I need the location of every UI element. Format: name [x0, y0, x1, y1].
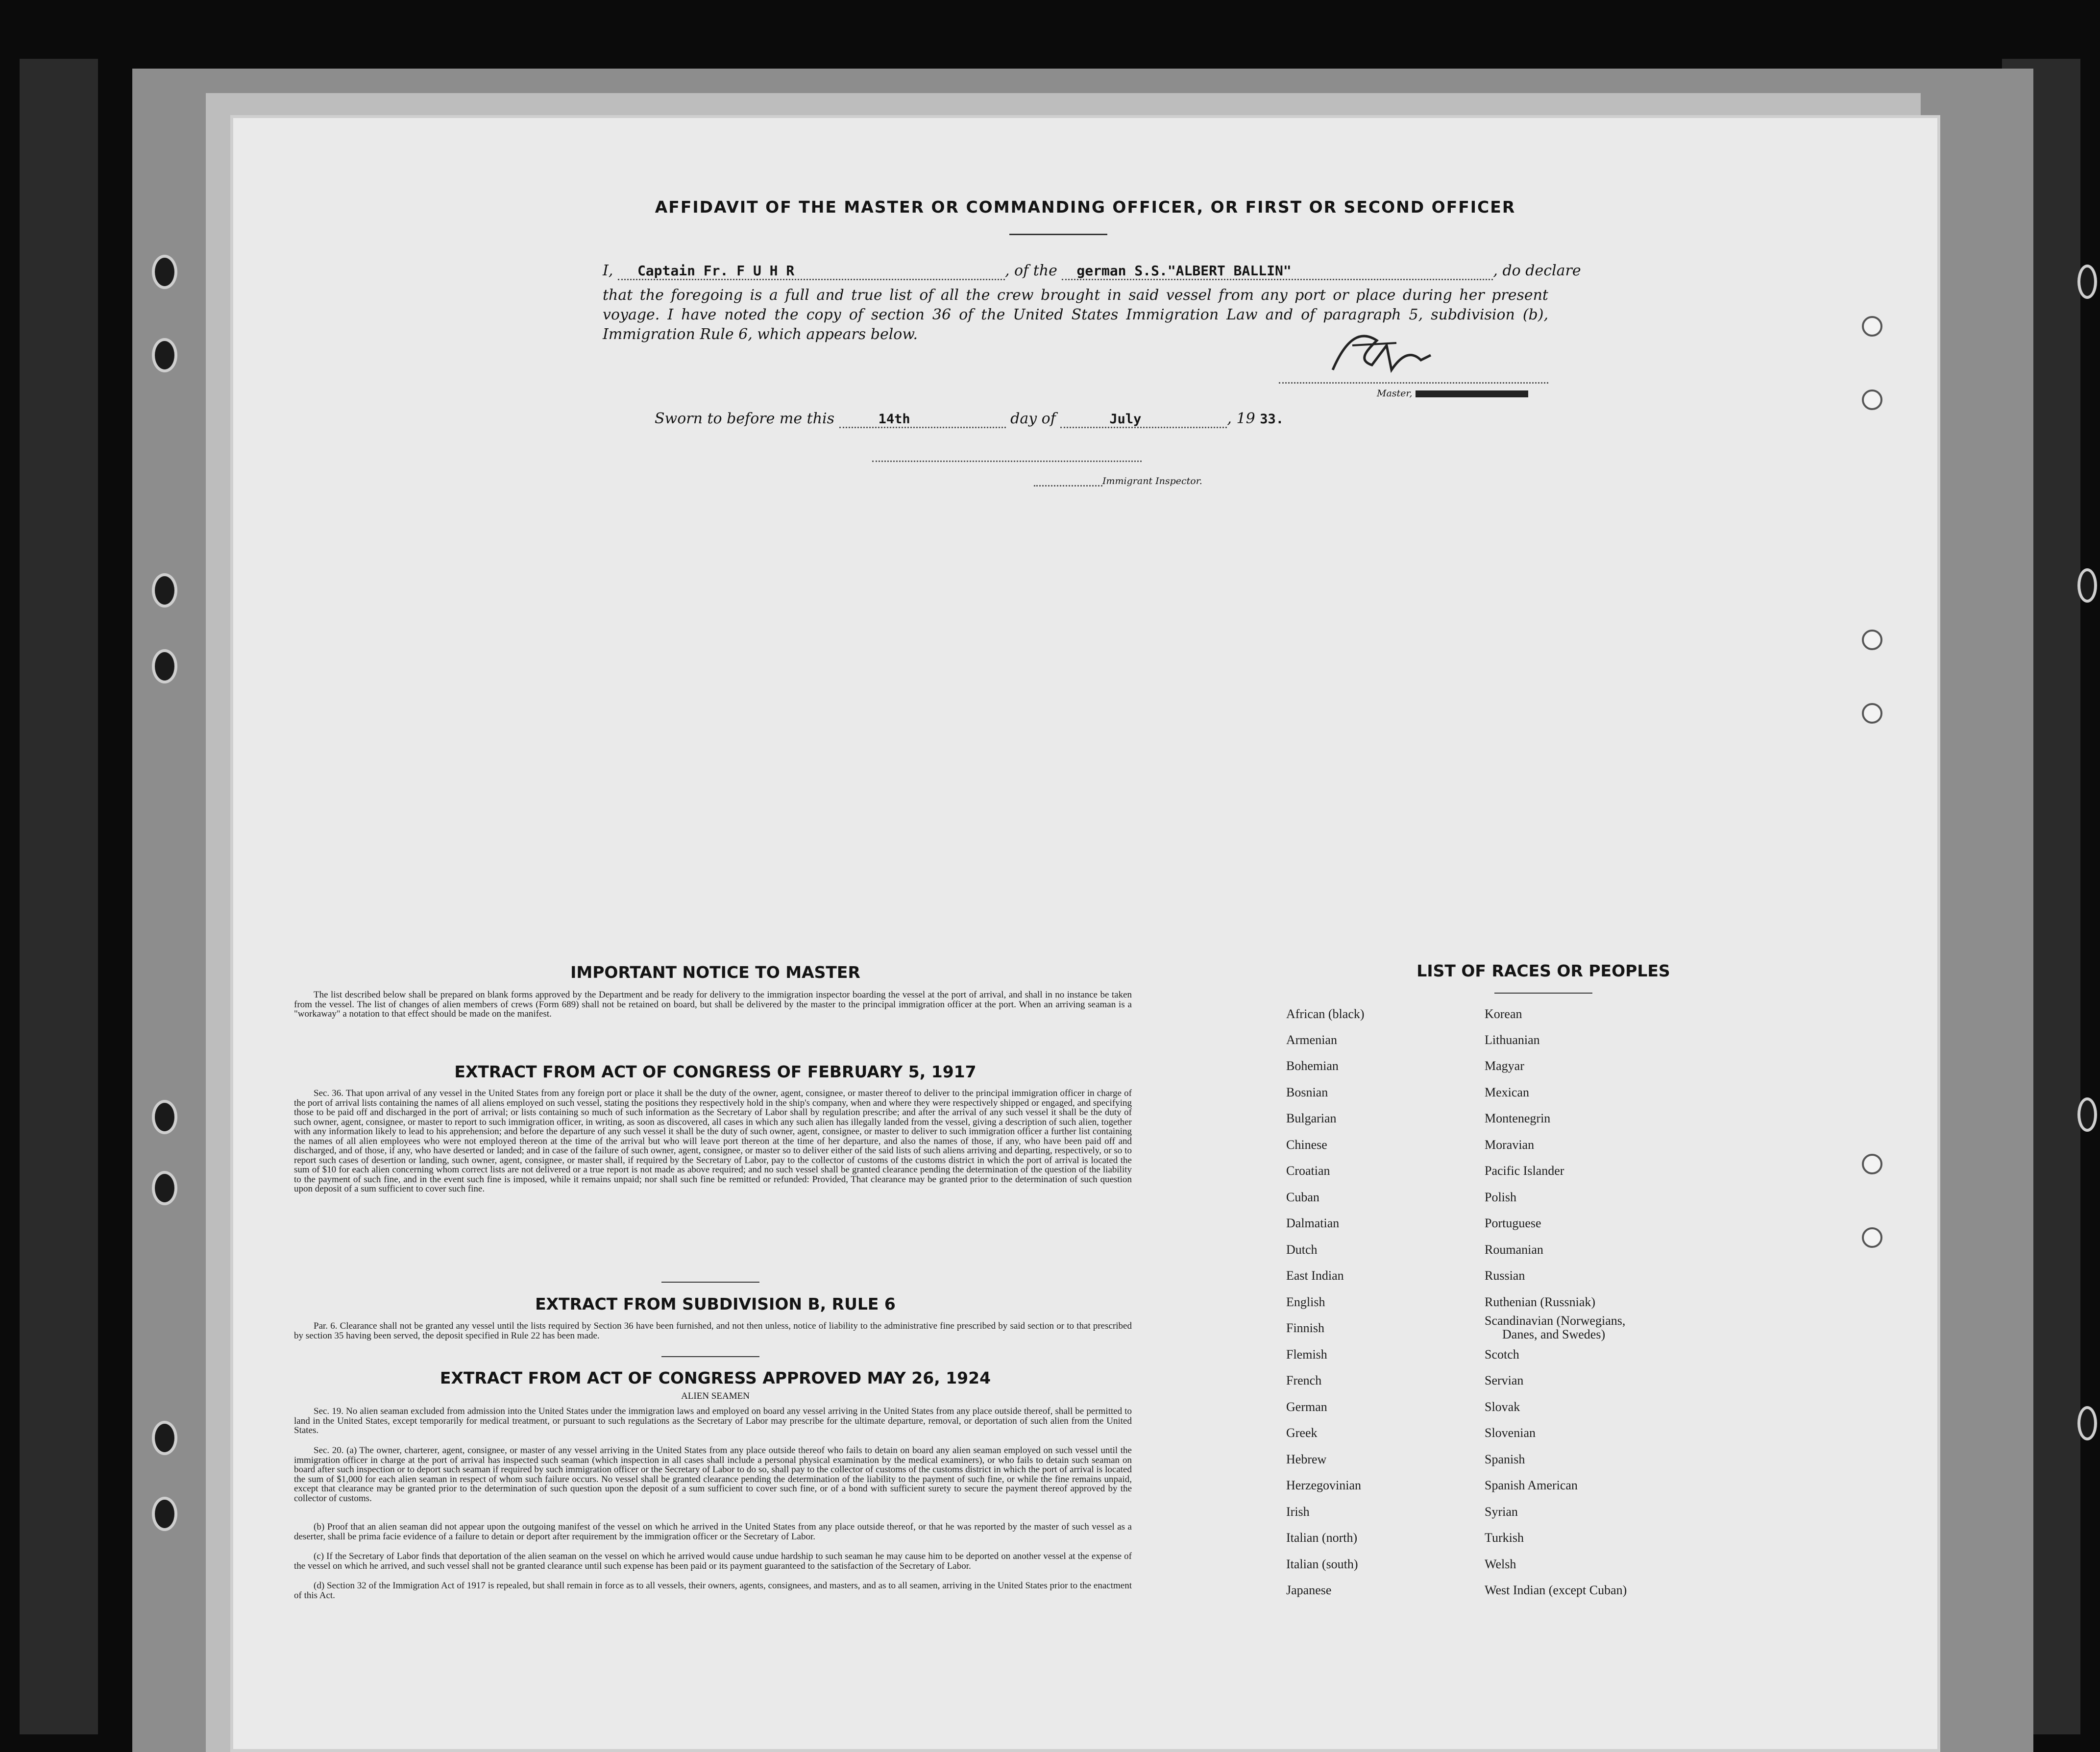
- race-item: Greek: [1286, 1426, 1318, 1440]
- sworn-prefix: Sworn to before me this: [655, 410, 835, 427]
- master-label-row: [1377, 388, 1528, 399]
- race-item: Syrian: [1485, 1505, 1518, 1519]
- punch-hole: [1862, 389, 1882, 410]
- affidavit-line-3: voyage. I have noted the copy of section 36 of the United States Immigration Law and of paragraph 5, subdivision (b),: [603, 306, 1548, 323]
- race-item: Bulgarian: [1286, 1111, 1337, 1125]
- binder-hole: [152, 1100, 177, 1134]
- race-item: Flemish: [1286, 1347, 1327, 1362]
- master-name: Captain Fr. F U H R: [618, 263, 1005, 280]
- race-item: Lithuanian: [1485, 1033, 1540, 1047]
- binder-hole: [2077, 1406, 2097, 1440]
- master-signature: [1318, 326, 1445, 385]
- race-item: Bohemian: [1286, 1059, 1339, 1073]
- race-item: Finnish: [1286, 1321, 1325, 1335]
- race-item: Montenegrin: [1485, 1111, 1551, 1125]
- race-item: Cuban: [1286, 1190, 1319, 1204]
- sec20b-text: (b) Proof that an alien seaman did not appear upon the outgoing manifest of the vessel on which he arrived in the United States from any place outside thereof, or that he was reported by the master of such vessel as a deserter, shall be prima facie evidence of a failure to detain or deport after requirement by the immigration officer or the Secretary of Labor.: [294, 1522, 1132, 1542]
- rule6-text: Par. 6. Clearance shall not be granted any vessel until the lists required by Section 36 have been furnished, and not then unless, notice of liability to the administrative fine prescribed by said section or to that prescribed by section 35 having been served, the deposit specified in Rule 22 has been made.: [294, 1321, 1132, 1341]
- sworn-day: 14th: [839, 412, 1006, 428]
- affidavit-title: AFFIDAVIT OF THE MASTER OR COMMANDING OFFICER, OR FIRST OR SECOND OFFICER: [655, 197, 1516, 217]
- binder-hole: [152, 255, 177, 289]
- of-the-label: , of the: [1004, 262, 1057, 279]
- race-item: Scandinavian (Norwegians,: [1485, 1314, 1626, 1328]
- master-label: Master,: [1377, 388, 1413, 399]
- sworn-year: 33.: [1260, 412, 1284, 427]
- divider: [1009, 234, 1107, 235]
- year-prefix: , 19: [1227, 410, 1255, 427]
- redaction-bar: [1416, 390, 1528, 397]
- binder-rail-left: [20, 59, 98, 1734]
- binder-hole: [2077, 265, 2097, 299]
- race-item: Slovenian: [1485, 1426, 1536, 1440]
- alien-seamen-subtitle: ALIEN SEAMEN: [681, 1391, 750, 1401]
- race-item: Moravian: [1485, 1138, 1535, 1152]
- race-item: Scotch: [1485, 1347, 1519, 1362]
- binder-hole: [152, 573, 177, 608]
- race-item: Croatian: [1286, 1164, 1330, 1178]
- divider: [1494, 993, 1592, 994]
- divider: [661, 1282, 759, 1283]
- race-item: Roumanian: [1485, 1242, 1543, 1257]
- rule6-title: EXTRACT FROM SUBDIVISION B, RULE 6: [535, 1294, 896, 1314]
- races-title: LIST OF RACES OR PEOPLES: [1416, 961, 1670, 980]
- race-item: African (black): [1286, 1007, 1365, 1021]
- affidavit-page: [230, 115, 1940, 1752]
- affidavit-line-1: [603, 262, 1779, 280]
- race-item: Spanish American: [1485, 1478, 1578, 1492]
- race-item: English: [1286, 1295, 1325, 1309]
- race-item: East Indian: [1286, 1268, 1344, 1283]
- race-item: Slovak: [1485, 1400, 1520, 1414]
- race-item: French: [1286, 1373, 1322, 1387]
- sec19-text: Sec. 19. No alien seaman excluded from admission into the United States under the immigration laws and employed on board any vessel arriving in the United States from any place outside thereof, shall be permitted to land in the United States, except temporarily for medical treatment, or pursuant to such regulations as the Secretary of Labor may prescribe for the ultimate departure, removal, or deportation of such alien from the United States.: [294, 1406, 1132, 1436]
- race-item: Magyar: [1485, 1059, 1524, 1073]
- race-item: Portuguese: [1485, 1216, 1541, 1230]
- affidavit-line-2: that the foregoing is a full and true list of all the crew brought in said vessel from any port or place during her present: [603, 287, 1548, 304]
- race-item: West Indian (except Cuban): [1485, 1583, 1627, 1597]
- punch-hole: [1862, 703, 1882, 724]
- race-item: Spanish: [1485, 1452, 1525, 1466]
- sworn-month: July: [1060, 412, 1227, 428]
- notice-text: The list described below shall be prepared on blank forms approved by the Department and be ready for delivery to the immigration inspector boarding the vessel at the port of arrival, and shall in no instance be taken from the vessel. The list of changes of alien members of crews (Form 689) shall not be retained on board, but shall be delivered by the master to the principal immigration officer at the port. When an arriving seaman is a "workaway" a notation to that effect should be made on the manifest.: [294, 990, 1132, 1019]
- binder-hole: [2077, 568, 2097, 603]
- divider: [661, 1356, 759, 1357]
- inspector-label: Immigrant Inspector.: [1102, 476, 1202, 487]
- race-item: Herzegovinian: [1286, 1478, 1362, 1492]
- i-label: I,: [603, 262, 613, 279]
- binder-hole: [152, 1171, 177, 1205]
- race-item: Dutch: [1286, 1242, 1318, 1257]
- binder-hole: [152, 1497, 177, 1531]
- extract-1917-text: Sec. 36. That upon arrival of any vessel in the United States from any foreign port or place it shall be the duty of the owner, agent, consignee, or master thereof to deliver to the principal immigration officer in charge of the port of arrival lists containing the names of all aliens employed on such vessel, stating the positions they respectively hold in the ship's company, when and where they were respectively shipped or engaged, and specifying those to be paid off and discharged in the port of arrival; or lists containing so much of such information as the Secretary of Labor shall by regulation prescribe; and after the arrival of any such vessel it shall be the duty of such owner, agent, consignee, or master to report to such immigration officer, in writing, as soon as discovered, all cases in which any such alien has illegally landed from the vessel, giving a description of such alien, together with any information likely to lead to his apprehension; and before the departure of any such vessel it shall be the duty of such owner, agent, consignee, or master to deliver to such immigration officer a further list containing the names of all alien employees who were not employed thereon at the time of the arrival but who will leave port thereon at the time of her departure, and also the names of those, if any, who have been paid off and discharged, and of those, if any, who have deserted or landed; and in case of the failure of such owner, agent, consignee, or master so to deliver either of the said lists of such aliens arriving and departing, respectively, or so to report such cases of desertion or landing, such owner, agent, consignee, or master shall, if required by the Secretary of Labor, pay to the collector of customs of the customs district in which the port of arrival is located the sum of $10 for each alien concerning whom correct lists are not delivered or a true report is not made as above required; and no such vessel shall be granted clearance pending the determination of the question of the liability to the payment of such fine, and in the event such fine is imposed, while it remains unpaid; nor shall such fine be remitted or refunded: Provided, That clearance may be granted prior to the determination of such question upon deposit of a sum sufficient to cover such fine.: [294, 1088, 1132, 1194]
- race-item: Pacific Islander: [1485, 1164, 1564, 1178]
- race-item: Chinese: [1286, 1138, 1327, 1152]
- extract-1917-title: EXTRACT FROM ACT OF CONGRESS OF FEBRUARY 5, 1917: [454, 1062, 977, 1081]
- notice-title: IMPORTANT NOTICE TO MASTER: [570, 963, 860, 982]
- inspector-signature-line: [872, 461, 1142, 462]
- punch-hole: [1862, 630, 1882, 650]
- extract-1924-title: EXTRACT FROM ACT OF CONGRESS APPROVED MAY 26, 1924: [440, 1368, 991, 1387]
- race-item: Servian: [1485, 1373, 1524, 1387]
- race-item: Russian: [1485, 1268, 1525, 1283]
- race-item: Turkish: [1485, 1531, 1524, 1545]
- inspector-dots: [1034, 485, 1102, 487]
- race-item: Hebrew: [1286, 1452, 1327, 1466]
- sec20a-text: Sec. 20. (a) The owner, charterer, agent, consignee, or master of any vessel arriving in the United States from any place outside thereof who fails to detain on board any alien seaman employed on such vessel until the immigration officer in charge at the port of arrival has inspected such seaman (which inspection in all cases shall include a personal physical examination by the medical examiners), or who fails to detain such seaman on board after such inspection or to deport such seaman if required by such immigration officer or the Secretary of Labor to do so, shall pay to the collector of customs of the customs district in which the port of arrival is located the sum of $1,000 for each alien seaman in respect of whom such failure occurs. No vessel shall be granted clearance pending the determination of the liability to the payment of such fine, or while the fine remains unpaid, except that clearance may be granted prior to the determination of such question upon the deposit of a sum sufficient to cover such fine, or of a bond with sufficient surety to secure the payment thereof approved by the collector of customs.: [294, 1445, 1132, 1504]
- race-item: Welsh: [1485, 1557, 1516, 1571]
- day-of-label: day of: [1010, 410, 1056, 427]
- binder-hole: [152, 649, 177, 683]
- race-item: Ruthenian (Russniak): [1485, 1295, 1596, 1309]
- race-item: Danes, and Swedes): [1502, 1327, 1606, 1341]
- race-item: Dalmatian: [1286, 1216, 1340, 1230]
- race-item: Irish: [1286, 1505, 1310, 1519]
- binder-hole: [152, 1421, 177, 1455]
- race-item: Japanese: [1286, 1583, 1332, 1597]
- race-item: Polish: [1485, 1190, 1517, 1204]
- sec20d-text: (d) Section 32 of the Immigration Act of 1917 is repealed, but shall remain in force as to all vessels, their owners, agents, consignees, and masters, and as to all seamen, arriving in the United States prior to the enactment of this Act.: [294, 1581, 1132, 1601]
- race-item: Italian (south): [1286, 1557, 1358, 1571]
- race-item: Korean: [1485, 1007, 1522, 1021]
- race-item: Italian (north): [1286, 1531, 1358, 1545]
- sec20c-text: (c) If the Secretary of Labor finds that deportation of the alien seaman on the vessel on which he arrived would cause undue hardship to such seaman he may cause him to be deported on another vessel at the expense of the vessel on which he arrived, and such vessel shall not be granted clearance until such expense has been paid or its payment guaranteed to the satisfaction of the Secretary of Labor.: [294, 1551, 1132, 1571]
- signature-line: [1279, 382, 1548, 384]
- race-item: Mexican: [1485, 1085, 1529, 1099]
- race-item: German: [1286, 1400, 1327, 1414]
- affidavit-line-4: Immigration Rule 6, which appears below.: [603, 326, 918, 343]
- punch-hole: [1862, 1154, 1882, 1174]
- sworn-line: [655, 410, 1284, 428]
- punch-hole: [1862, 316, 1882, 337]
- binder-hole: [2077, 1097, 2097, 1132]
- binder-hole: [152, 338, 177, 372]
- declare-label: , do declare: [1493, 262, 1581, 279]
- race-item: Armenian: [1286, 1033, 1337, 1047]
- race-item: Bosnian: [1286, 1085, 1328, 1099]
- punch-hole: [1862, 1227, 1882, 1248]
- vessel-name: german S.S."ALBERT BALLIN": [1062, 263, 1493, 280]
- races-right-column: [1485, 1007, 1828, 1732]
